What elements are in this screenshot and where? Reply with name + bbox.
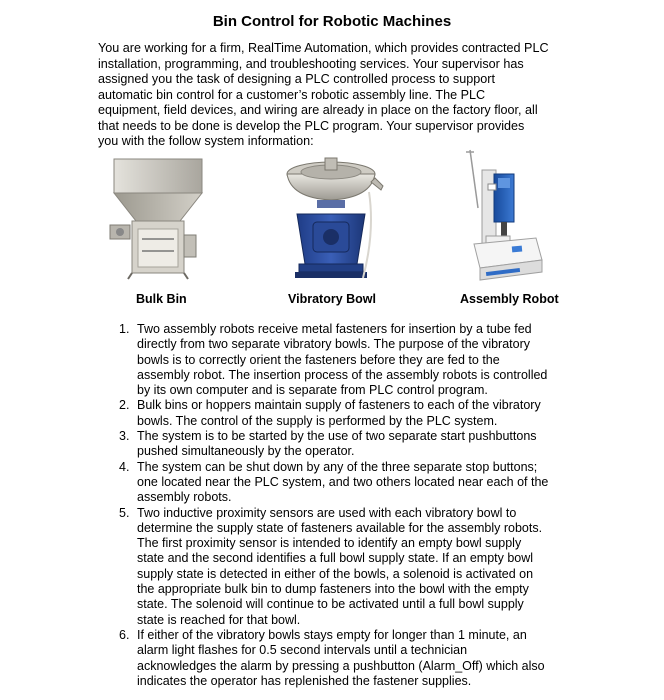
system-requirements-list — [97, 322, 567, 689]
list-item-line: Two inductive proximity sensors are used with each vibratory bowl to — [137, 505, 517, 520]
list-item-number: 6. — [119, 627, 130, 642]
intro-line: that needs to be done is develop the PLC program. Your supervisor provides — [98, 118, 525, 133]
list-item-line: alarm light flashes for 0.5 second intervals until a technician — [137, 643, 468, 658]
list-item-number: 3. — [119, 429, 130, 444]
vibratory-bowl-image — [283, 152, 385, 282]
list-item-line: directly from two separate vibratory bowls. The purpose of the vibratory — [137, 337, 530, 352]
assembly-robot-image — [464, 148, 546, 282]
list-item-number: 4. — [119, 459, 130, 474]
list-item-line: by its own computer and is separate from PLC control program. — [137, 383, 488, 398]
intro-line: You are working for a firm, RealTime Automation, which provides contracted PLC — [98, 41, 549, 55]
list-item-line: indicates the operator has replenished the fastener supplies. — [137, 673, 472, 688]
list-item-number: 2. — [119, 398, 130, 413]
list-item-line: Bulk bins or hoppers maintain supply of fasteners to each of the vibratory — [137, 398, 541, 413]
list-item — [97, 506, 567, 628]
list-item-line: one located near the PLC system, and two others located near each of the — [137, 474, 549, 489]
list-item-line: acknowledges the alarm by pressing a pushbutton (Alarm_Off) which also — [137, 658, 545, 673]
list-item-line: The system is to be started by the use of two separate start pushbuttons — [137, 429, 537, 444]
list-item-line: The system can be shut down by any of the three separate stop buttons; — [137, 459, 538, 474]
intro-line: automatic bin control for a customer’s robotic assembly line. The PLC — [98, 87, 486, 102]
assembly-robot-caption: Assembly Robot — [460, 292, 559, 306]
list-item — [97, 322, 567, 398]
list-item-line: assembly robots. — [137, 490, 232, 505]
list-item-line: the appropriate bulk bin to dump fasteners into the bowl with the empty — [137, 582, 529, 597]
list-item — [97, 398, 567, 429]
bulk-bin-image — [108, 155, 206, 280]
intro-line: you with the follow system information: — [98, 134, 314, 148]
list-item-line: pushed simultaneously by the operator. — [137, 444, 355, 459]
list-item-line: state and the second identifies a full bowl supply state. If an empty bowl — [137, 551, 534, 566]
list-item-number: 5. — [119, 505, 130, 520]
list-item-line: state. The solenoid will continue to be activated until a full bowl supply — [137, 597, 524, 612]
list-item — [97, 628, 567, 689]
vibratory-bowl-caption: Vibratory Bowl — [288, 292, 376, 306]
list-item-line: bowls is to correctly orient the fasteners before they are fed to the — [137, 352, 500, 367]
list-item-line: supply state is detected in either of the bowls, a solenoid is activated on — [137, 566, 534, 581]
list-item-line: The first proximity sensor is intended to identify an empty bowl supply — [137, 536, 522, 551]
list-item-line: determine the supply state of fasteners available for the assembly robots. — [137, 520, 543, 535]
list-item-line: state is reached for that bowl. — [137, 612, 301, 627]
intro-line: equipment, field devices, and wiring are already in place on the factory floor, all — [98, 103, 538, 117]
bulk-bin-caption: Bulk Bin — [136, 292, 187, 306]
list-item-line: If either of the vibratory bowls stays empty for longer than 1 minute, an — [137, 627, 527, 642]
list-item-number: 1. — [119, 322, 130, 336]
intro-line: installation, programming, and troubleshooting services. Your supervisor has — [98, 56, 524, 71]
list-item — [97, 429, 567, 460]
page-title: Bin Control for Robotic Machines — [212, 13, 452, 30]
list-item — [97, 460, 567, 506]
intro-paragraph — [98, 41, 578, 150]
intro-line: assigned you the task of designing a PLC controlled process to support — [98, 72, 495, 86]
list-item-line: Two assembly robots receive metal fasteners for insertion by a tube fed — [137, 322, 532, 336]
list-item-line: assembly robot. The insertion process of the assembly robots is controlled — [137, 367, 548, 382]
list-item-line: bowls. The control of the supply is performed by the PLC system. — [137, 413, 498, 428]
